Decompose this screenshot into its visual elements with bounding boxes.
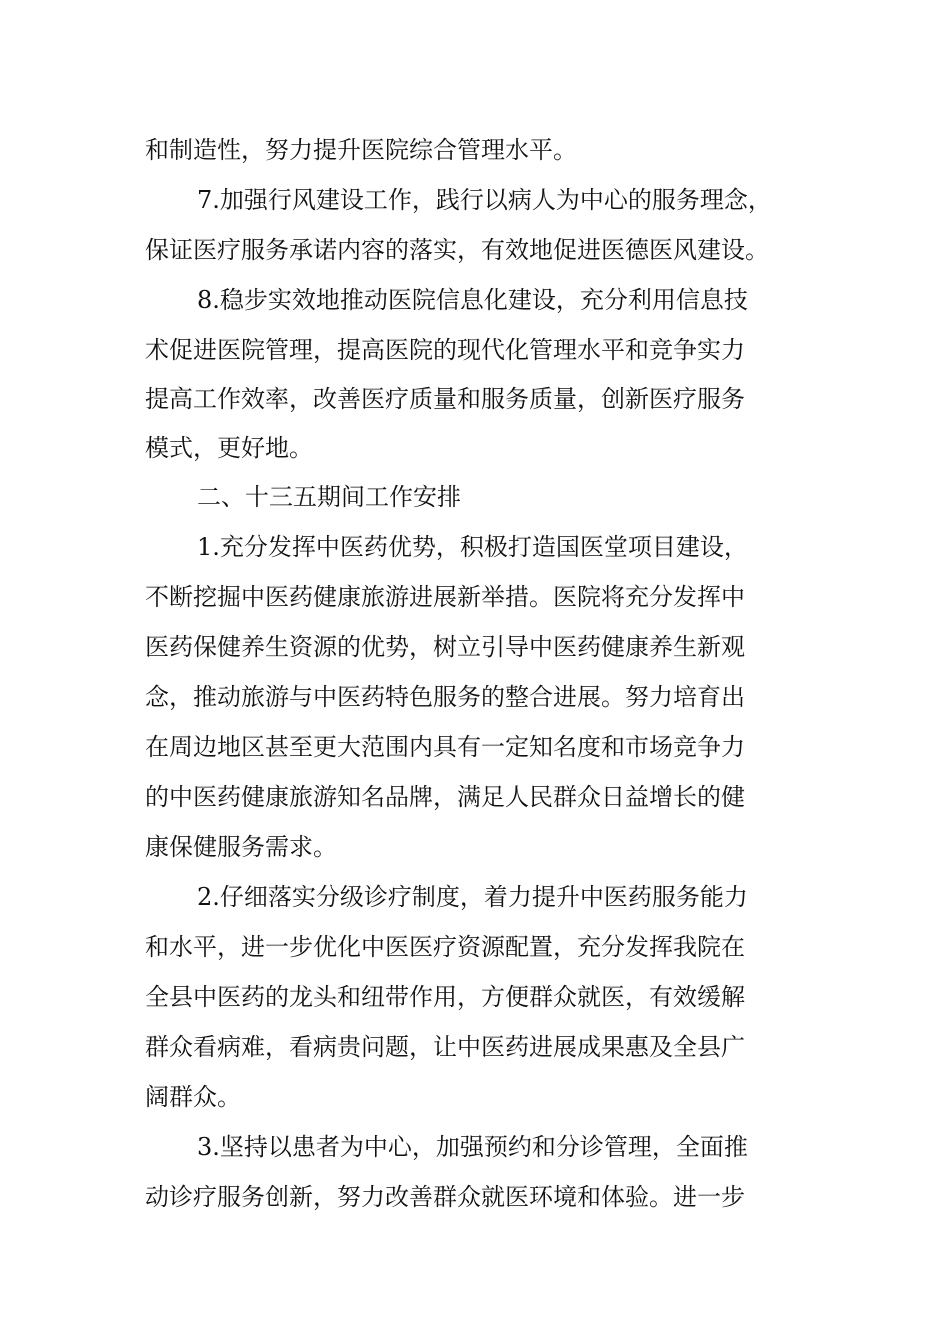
text-line: 的中医药健康旅游知名品牌，满足人民群众日益增长的健: [145, 783, 745, 811]
text-line: 在周边地区甚至更大范围内具有一定知名度和市场竞争力: [145, 733, 745, 761]
text-line: 8.稳步实效地推动医院信息化建设，充分利用信息技: [197, 286, 748, 314]
text-line: 模式，更好地。: [145, 434, 313, 462]
text-line: 保证医疗服务承诺内容的落实，有效地促进医德医风建设。: [145, 236, 769, 264]
text-line: 全县中医药的龙头和纽带作用，方便群众就医，有效缓解: [145, 983, 745, 1011]
text-line: 术促进医院管理，提高医院的现代化管理水平和竞争实力: [145, 336, 745, 364]
text-line: 康保健服务需求。: [145, 833, 337, 861]
text-line: 念，推动旅游与中医药特色服务的整合进展。努力培育出: [145, 683, 745, 711]
text-line: 7.加强行风建设工作，践行以病人为中心的服务理念，: [197, 186, 772, 214]
text-line: 动诊疗服务创新，努力改善群众就医环境和体验。进一步: [145, 1183, 745, 1211]
text-line: 和制造性，努力提升医院综合管理水平。: [145, 136, 577, 164]
text-line: 医药保健养生资源的优势，树立引导中医药健康养生新观: [145, 633, 745, 661]
text-line: 提高工作效率，改善医疗质量和服务质量，创新医疗服务: [145, 385, 745, 413]
text-line: 阔群众。: [145, 1083, 241, 1111]
text-line: 3.坚持以患者为中心，加强预约和分诊管理，全面推: [197, 1133, 748, 1161]
text-line: 1.充分发挥中医药优势，积极打造国医堂项目建设，: [197, 533, 748, 561]
section-heading: 二、十三五期间工作安排: [197, 483, 461, 511]
text-line: 2.仔细落实分级诊疗制度，着力提升中医药服务能力: [197, 883, 748, 911]
text-line: 和水平，进一步优化中医医疗资源配置，充分发挥我院在: [145, 933, 745, 961]
text-line: 群众看病难，看病贵问题，让中医药进展成果惠及全县广: [145, 1033, 745, 1061]
text-line: 不断挖掘中医药健康旅游进展新举措。医院将充分发挥中: [145, 583, 745, 611]
